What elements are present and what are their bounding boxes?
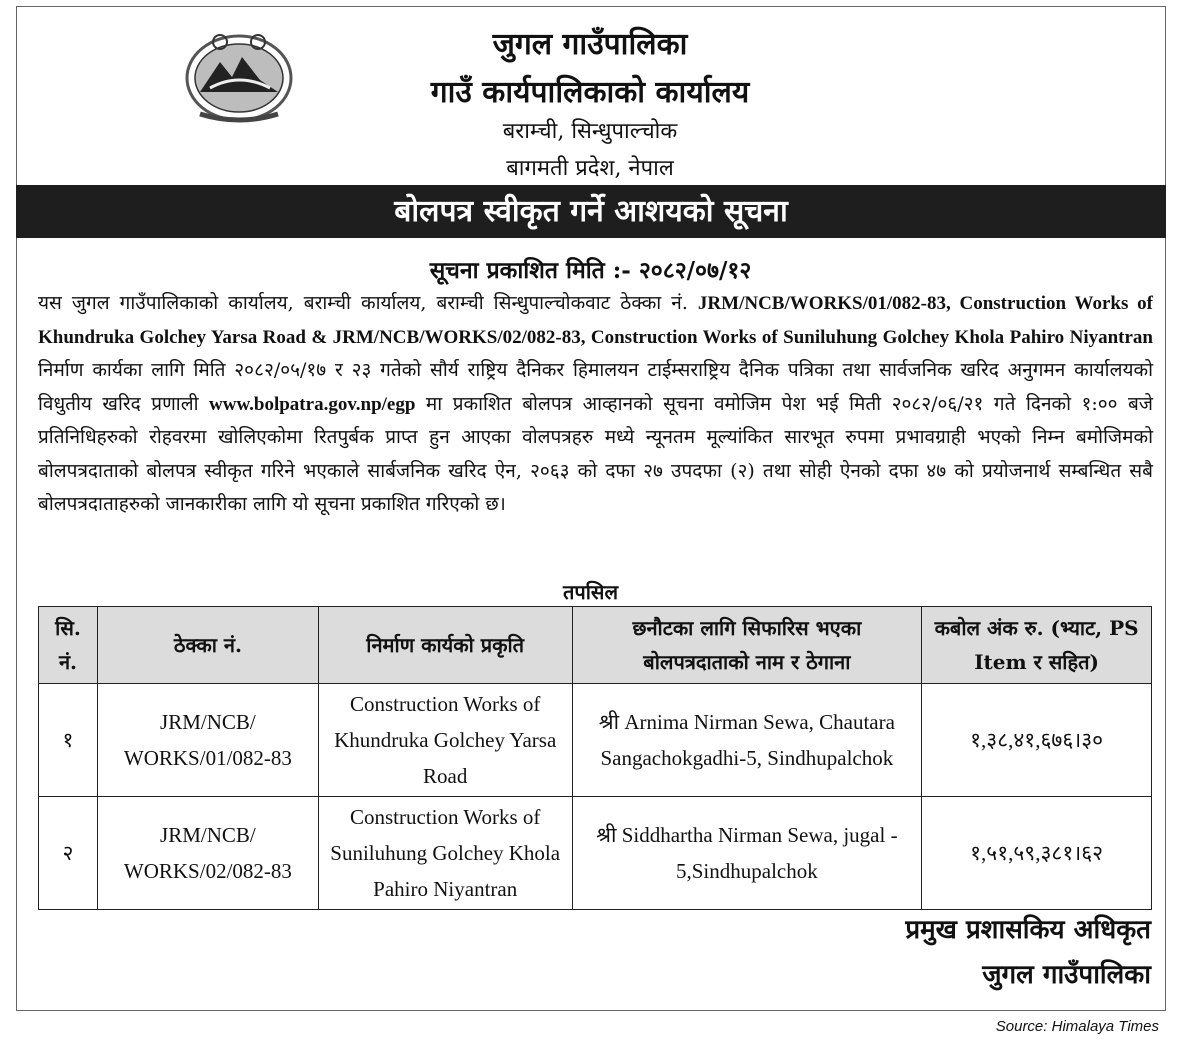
cell-bidder: श्री Arnima Nirman Sewa, Chautara Sangachokgadhi-5, Sindhupalchok [572,684,922,797]
province: बागमती प्रदेश, नेपाल [506,156,674,181]
table-row [39,684,1152,797]
signatory-office: जुगल गाउँपालिका [982,960,1151,990]
cell-sn: १ [39,684,98,797]
col-header-contract: ठेक्का नं. [97,607,318,684]
table-header-row [39,607,1152,684]
signatory-title: प्रमुख प्रशासकिय अधिकृत [905,915,1151,945]
table-row [39,797,1152,910]
cell-contract-no: JRM/NCB/ WORKS/02/082-83 [97,797,318,910]
body-text-mid: निर्माण कार्यका लागि मिति २०८२/०५/१७ र २३ गतेको सौर्य राष्ट्रिय दैनिकर हिमालयन टाईम्सराष्ट्रिय दैनिक पत्रिका तथा सार्वजनिक खरिद अनुगमन कार्यालयको विधुतीय खरिद प्रणाली [38,359,1153,415]
col-header-bidder: छनौटका लागि सिफारिस भएका बोलपत्रदाताको नाम र ठेगाना [572,607,922,684]
contract-references: JRM/NCB/WORKS/01/082-83, Construction Works of Khundruka Golchey Yarsa Road & JRM/NCB/WORKS/02/082-83, Construction Works of Suniluhung Golchey Khola Pahiro Niyantran [38,293,1153,348]
body-text-end: मा प्रकाशित बोलपत्र आव्हानको सूचना वमोजिम पेश भई मिती २०८२/०६/२१ गते दिनको १:०० बजे प्रतिनिधिहरुको रोहवरमा खोलिएकोमा रितपुर्बक प्राप्त हुन आएका वोलपत्रहरु मध्ये न्यूनतम मूल्यांकित सारभूत रुपमा प्रभावग्राही भएको निम्न बमोजिमको बोलपत्रदाताको बोलपत्र स्वीकृत गरिने भएकाले सार्बजनिक खरिद ऐन, २०६३ को दफा २७ उपदफा (२) तथा सोही ऐनको दफा ४७ को प्रयोजनार्थ सम्बन्धित सबै बोलपत्रदाताहरुको जानकारीका लागि यो सूचना प्रकाशित गरिएको छ। [38,392,1153,515]
egp-website: www.bolpatra.gov.np/egp [209,393,416,415]
schedule-heading: तपसिल [562,580,619,604]
notice-title: बोलपत्र स्वीकृत गर्ने आशयको सूचना [16,185,1166,238]
bid-table [38,606,1152,910]
published-date: सूचना प्रकाशित मिति :- २०८२/०७/१२ [429,257,752,284]
cell-contract-no: JRM/NCB/ WORKS/01/082-83 [97,684,318,797]
nepal-emblem-icon [180,22,298,126]
notice-body [38,287,1153,522]
office-address: बराम्ची, सिन्धुपाल्चोक [502,119,678,144]
cell-sn: २ [39,797,98,910]
body-text-start: यस जुगल गाउँपालिकाको कार्यालय, बराम्ची कार्यालय, बराम्ची सिन्धुपाल्चोकवाट ठेक्का नं. [38,292,698,314]
cell-work: Construction Works of Suniluhung Golchey Khola Pahiro Niyantran [318,797,572,910]
col-header-work: निर्माण कार्यको प्रकृति [318,607,572,684]
source-credit: Source: Himalaya Times [995,1018,1159,1035]
cell-amount: १,५१,५९,३८१।६२ [922,797,1152,910]
col-header-sn: सि. नं. [39,607,98,684]
col-header-amount: कबोल अंक रु. (भ्याट, PS Item र सहित) [922,607,1152,684]
municipality-name: जुगल गाउँपालिका [492,27,688,62]
cell-amount: १,३८,४१,६७६।३० [922,684,1152,797]
cell-work: Construction Works of Khundruka Golchey Yarsa Road [318,684,572,797]
office-name: गाउँ कार्यपालिकाको कार्यालय [430,75,750,110]
cell-bidder: श्री Siddhartha Nirman Sewa, jugal - 5,Sindhupalchok [572,797,922,910]
